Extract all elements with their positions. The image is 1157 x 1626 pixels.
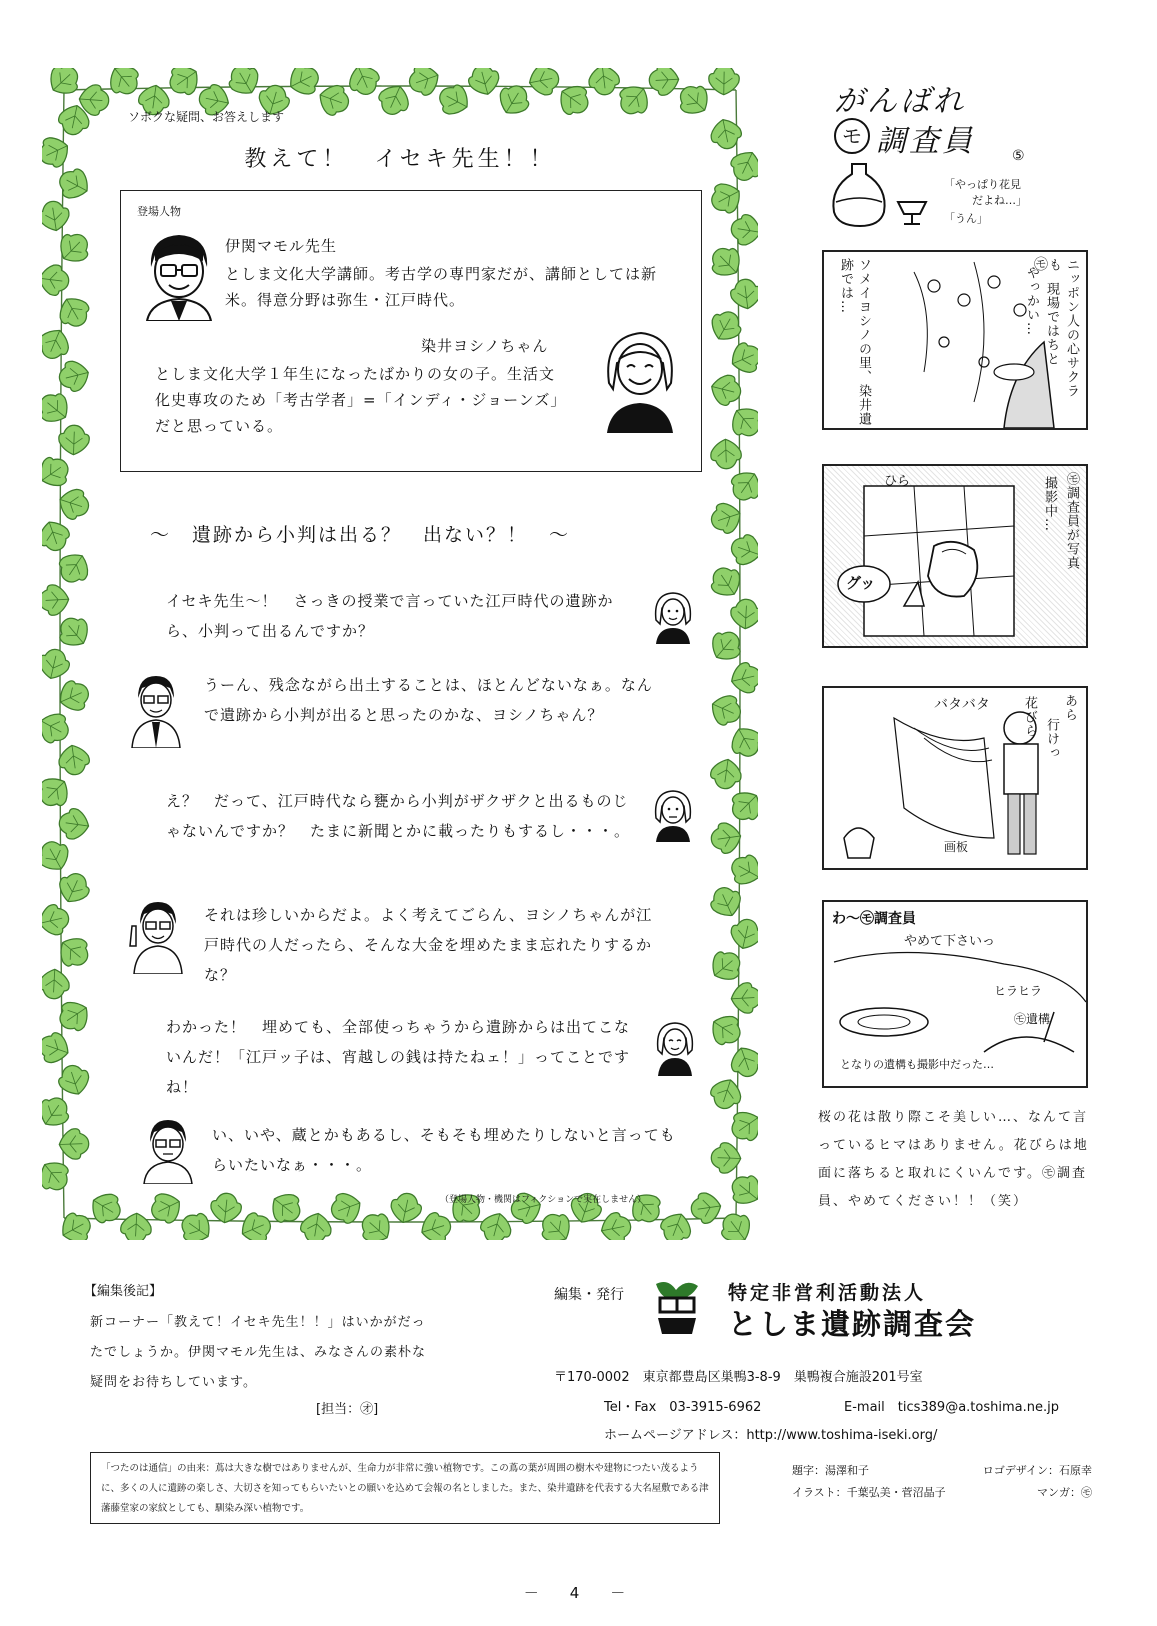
ivy-leaf-icon	[53, 611, 95, 653]
panel3-speech-a: あら	[1062, 694, 1077, 722]
teacher-description: としま文化大学講師。考古学の専門家だが、講師としては新米。得意分野は弥生・江戸時代。	[225, 265, 658, 309]
ivy-leaf-icon	[725, 1169, 758, 1211]
dialog-teacher-1: うーん、残念ながら出土することは、ほとんどないなぁ。なんで遺跡から小判が出ると思ったのかな、ヨシノちゃん？	[204, 676, 653, 724]
teacher-avatar-icon	[140, 1116, 196, 1184]
ivy-leaf-icon	[707, 1075, 745, 1112]
organization-name: としま遺跡調査会	[728, 1307, 977, 1341]
ivy-leaf-icon	[729, 213, 758, 248]
student-avatar-icon	[652, 1018, 698, 1076]
ivy-leaf-icon	[477, 1210, 514, 1240]
ivy-leaf-icon	[730, 599, 758, 630]
ivy-leaf-icon	[42, 584, 69, 616]
ivy-leaf-icon	[265, 1187, 307, 1229]
ivy-leaf-icon	[42, 199, 71, 233]
ivy-leaf-icon	[587, 68, 621, 96]
ivy-leaf-icon	[85, 1187, 126, 1228]
ivy-leaf-icon	[709, 821, 742, 855]
ivy-leaf-icon	[175, 1207, 217, 1240]
ivy-leaf-icon	[725, 401, 758, 443]
ivy-leaf-icon	[726, 722, 758, 762]
ivy-leaf-icon	[710, 439, 741, 469]
dialog-teacher-2: それは珍しいからだよ。よく考えてごらん、ヨシノちゃんが江戸時代の人だったら、そんな大金を埋めたまま忘れたりするかな？	[204, 906, 653, 984]
ivy-leaf-icon	[42, 1029, 73, 1067]
panel1-narration-a: ニッポン人の心サクラも	[1046, 258, 1079, 398]
page-title: 教えて！ イセキ先生！！	[244, 147, 556, 172]
credit-title-calligraphy: 題字：湯澤和子	[792, 1464, 869, 1477]
panel4-speech-a: わ～㋲調査員	[832, 911, 916, 927]
ivy-leaf-icon	[42, 517, 73, 555]
ivy-leaf-icon	[146, 1188, 186, 1228]
student-description: としま文化大学１年生になったばかりの女の子。生活文化史専攻のため「考古学者」=「インディ・ジョーンズ」だと思っている。	[155, 365, 559, 435]
fiction-disclaimer: （登場人物・機関はフィクションで実在しません）	[440, 1195, 647, 1205]
ivy-leaf-icon	[42, 387, 75, 429]
ivy-leaf-icon	[58, 425, 89, 455]
ivy-leaf-icon	[493, 79, 534, 120]
ivy-leaf-icon	[42, 1091, 75, 1133]
manga-note-line3: 「うん」	[944, 212, 988, 225]
characters-box	[120, 190, 702, 472]
ivy-leaf-icon	[725, 465, 758, 507]
ivy-leaf-icon	[727, 1043, 758, 1081]
credit-manga: マンガ：㋲	[1037, 1486, 1092, 1499]
organization-homepage[interactable]: ホームページアドレス：http://www.toshima-iseki.org/	[604, 1428, 938, 1443]
ivy-leaf-icon	[613, 79, 655, 121]
ivy-leaf-icon	[42, 325, 74, 364]
ivy-leaf-icon	[388, 1190, 424, 1225]
ivy-leaf-icon	[705, 241, 747, 283]
organization-logo-icon	[646, 1276, 722, 1338]
panel1-narration-d: ソメイヨシノの里、染井遺跡では…	[838, 258, 871, 426]
dialog-student-2: え？ だって、江戸時代なら甕から小判がザクザクと出るものじゃないんですか？ たまに新聞とかに載ったりもするし・・・。	[166, 792, 631, 840]
panel3-sfx-batabata: バタバタ	[934, 697, 990, 713]
ivy-leaf-icon	[223, 68, 264, 100]
publisher-label: 編集・発行	[554, 1287, 624, 1303]
panel2-sfx-gu: グッ	[846, 574, 876, 592]
manga-note-line2: だよね…」	[972, 194, 1027, 207]
manga-title-area	[822, 76, 1092, 236]
student-name: 染井ヨシノちゃん	[421, 337, 549, 355]
ivy-leaf-icon	[729, 278, 758, 311]
panel3-label-board: 画板	[944, 840, 969, 854]
ivy-leaf-icon	[42, 836, 74, 876]
ivy-leaf-icon	[42, 771, 75, 813]
ivy-leaf-icon	[709, 68, 740, 95]
corner-tagline: ソボクな疑問、お答えします	[128, 110, 285, 124]
teacher-avatar-icon	[126, 896, 186, 974]
ivy-leaf-icon	[53, 931, 95, 973]
ivy-leaf-icon	[705, 625, 747, 667]
ivy-leaf-icon	[649, 68, 680, 96]
panel1-narration-b: 現場ではちと	[1044, 282, 1059, 366]
ivy-leaf-icon	[53, 292, 94, 333]
sake-bottle-icon	[822, 160, 932, 230]
ivy-leaf-icon	[355, 1207, 397, 1240]
ivy-leaf-icon	[705, 945, 747, 987]
manga-panel-3	[822, 686, 1088, 870]
panel4-label-ruin: ㋲遺構	[1014, 1012, 1051, 1026]
newsletter-name-origin: 「つたのは通信」の由来：蔦は大きな樹ではありませんが、生命力が非常に強い植物です。この蔦の葉が周囲の樹木や建物につたい茂るように、多くの人に遺跡の楽しさ、大切さを知ってもらいたいとの願いを込めて会報の名としました。また、染井遺跡を代表する大名屋敷である津藩藤堂家の家紋としても、馴染み深い植物です。	[90, 1452, 720, 1524]
manga-panel-2	[822, 464, 1088, 648]
dialog-student-1: イセキ先生～！ さっきの授業で言っていた江戸時代の遺跡から、小判って出るんですか？	[166, 592, 614, 640]
ivy-leaf-icon	[57, 807, 90, 841]
ivy-leaf-icon	[657, 1209, 696, 1240]
ivy-leaf-icon	[57, 743, 91, 776]
ivy-leaf-icon	[55, 1061, 93, 1098]
editor-note-text: 新コーナー「教えて！イセキ先生！！」はいかがだったでしょうか。伊関マモル先生は、みなさんの素朴な疑問をお待ちしています。	[90, 1315, 427, 1390]
lesson-title: ～ 遺跡から小判は出る？ 出ない？！ ～	[150, 524, 571, 546]
ivy-leaf-icon	[731, 982, 758, 1014]
ivy-leaf-icon	[405, 68, 443, 99]
ivy-leaf-icon	[120, 1213, 152, 1240]
panel4-sfx-hirahira: ヒラヒラ	[994, 984, 1043, 998]
ivy-leaf-icon	[53, 995, 94, 1037]
organization-email[interactable]: E-mail tics389@a.toshima.ne.jp	[844, 1400, 1059, 1415]
ivy-leaf-icon	[725, 785, 758, 827]
panel4-speech-b: やめて下さいっ	[904, 934, 996, 949]
manga-caption: 桜の花は散り際こそ美しい…、なんて言っているヒマはありません。花びらは地面に落ちると取れにくいんです。㋲調査員、やめてください！！（笑）	[818, 1110, 1089, 1209]
panel1-narration-e: ㋲	[1034, 257, 1048, 273]
ivy-leaf-icon	[728, 916, 758, 951]
panel3-speech-c: 花びら	[1022, 696, 1037, 738]
ivy-leaf-icon	[727, 338, 758, 378]
ivy-leaf-icon	[163, 68, 205, 101]
panel4-label-neighbor-ruin: となりの遺構も撮影中だった…	[840, 1058, 994, 1071]
manga-title-line1: がんばれ	[834, 84, 966, 119]
ivy-leaf-icon	[599, 1210, 634, 1240]
ivy-leaf-icon	[705, 306, 746, 347]
editor-note-signature: [担当：㋔]	[316, 1402, 379, 1417]
ivy-leaf-icon	[527, 68, 562, 98]
ivy-leaf-icon	[709, 757, 743, 790]
ivy-leaf-icon	[42, 1155, 75, 1197]
ivy-leaf-icon	[299, 1211, 334, 1240]
manga-title-line2: 調査員	[876, 124, 975, 159]
dialog-student-3: わかった！ 埋めても、全部使っちゃうから遺跡からは出てこないんだ！「江戸ッ子は、宵越しの銭は持たねェ！」ってことですね！	[166, 1018, 631, 1096]
ivy-leaf-icon	[673, 79, 715, 121]
ivy-leaf-icon	[237, 1208, 276, 1240]
ivy-leaf-icon	[103, 68, 145, 101]
manga-episode-number: ⑤	[1012, 148, 1025, 164]
ivy-leaf-icon	[53, 227, 95, 269]
organization-telfax: Tel・Fax 03-3915-6962	[604, 1400, 762, 1415]
ivy-leaf-icon	[42, 902, 72, 938]
teacher-name: 伊関マモル先生	[225, 237, 338, 255]
panel1-narration-c: やっかい…	[1024, 266, 1039, 336]
organization-type: 特定非営利活動法人	[728, 1282, 927, 1304]
ivy-leaf-icon	[42, 263, 70, 297]
credits	[792, 1460, 1092, 1504]
student-avatar-icon	[650, 588, 696, 644]
ivy-leaf-icon	[728, 660, 758, 696]
panel3-speech-b: 行けっ	[1044, 718, 1059, 760]
ivy-leaf-icon	[705, 1009, 746, 1051]
credit-illustration: イラスト：千葉弘美・菅沼晶子	[792, 1486, 946, 1499]
characters-heading: 登場人物	[137, 205, 181, 218]
student-portrait-icon	[597, 323, 683, 433]
ivy-leaf-icon	[706, 178, 746, 219]
student-avatar-icon	[650, 786, 696, 842]
panel2-narration-a: ㋲調査員が写真	[1064, 472, 1079, 570]
ivy-leaf-icon	[725, 1105, 758, 1147]
ivy-leaf-icon	[727, 531, 758, 569]
editor-note-label: 【編集後記】	[84, 1284, 163, 1299]
panel2-narration-b: 撮影中…	[1042, 476, 1057, 532]
manga-title-circle: モ	[834, 118, 870, 154]
teacher-portrait-icon	[137, 227, 221, 321]
ivy-leaf-icon	[42, 969, 70, 1000]
teacher-avatar-icon	[128, 670, 184, 748]
ivy-leaf-icon	[209, 1192, 242, 1224]
ivy-leaf-icon	[726, 850, 758, 891]
manga-panel-4	[822, 900, 1088, 1088]
ivy-leaf-icon	[42, 451, 75, 493]
ivy-leaf-icon	[465, 68, 502, 98]
dialog-teacher-3: い、いや、蔵とかもあるし、そもそも埋めたりしないと言ってもらいたいなぁ・・・。	[212, 1126, 676, 1174]
ivy-leaf-icon	[42, 646, 72, 681]
ivy-leaf-icon	[553, 79, 595, 121]
ivy-leaf-icon	[344, 68, 384, 99]
ivy-leaf-icon	[417, 1209, 454, 1240]
ivy-leaf-icon	[689, 1191, 722, 1225]
ivy-leaf-icon	[535, 1207, 577, 1240]
ivy-leaf-icon	[56, 1208, 96, 1240]
ivy-leaf-icon	[42, 708, 74, 749]
manga-note-line1: 「やっぱり花見	[944, 178, 1021, 191]
ivy-leaf-icon	[284, 68, 324, 100]
panel2-sfx-hira: ひら	[884, 474, 911, 489]
page-number: － 4 －	[523, 1584, 634, 1602]
manga-panel-1	[822, 250, 1088, 430]
organization-address: 〒170-0002 東京都豊島区巣鴨3-8-9 巣鴨複合施設201号室	[554, 1370, 923, 1385]
credit-logo-design: ロゴデザイン：石原幸	[982, 1464, 1092, 1477]
